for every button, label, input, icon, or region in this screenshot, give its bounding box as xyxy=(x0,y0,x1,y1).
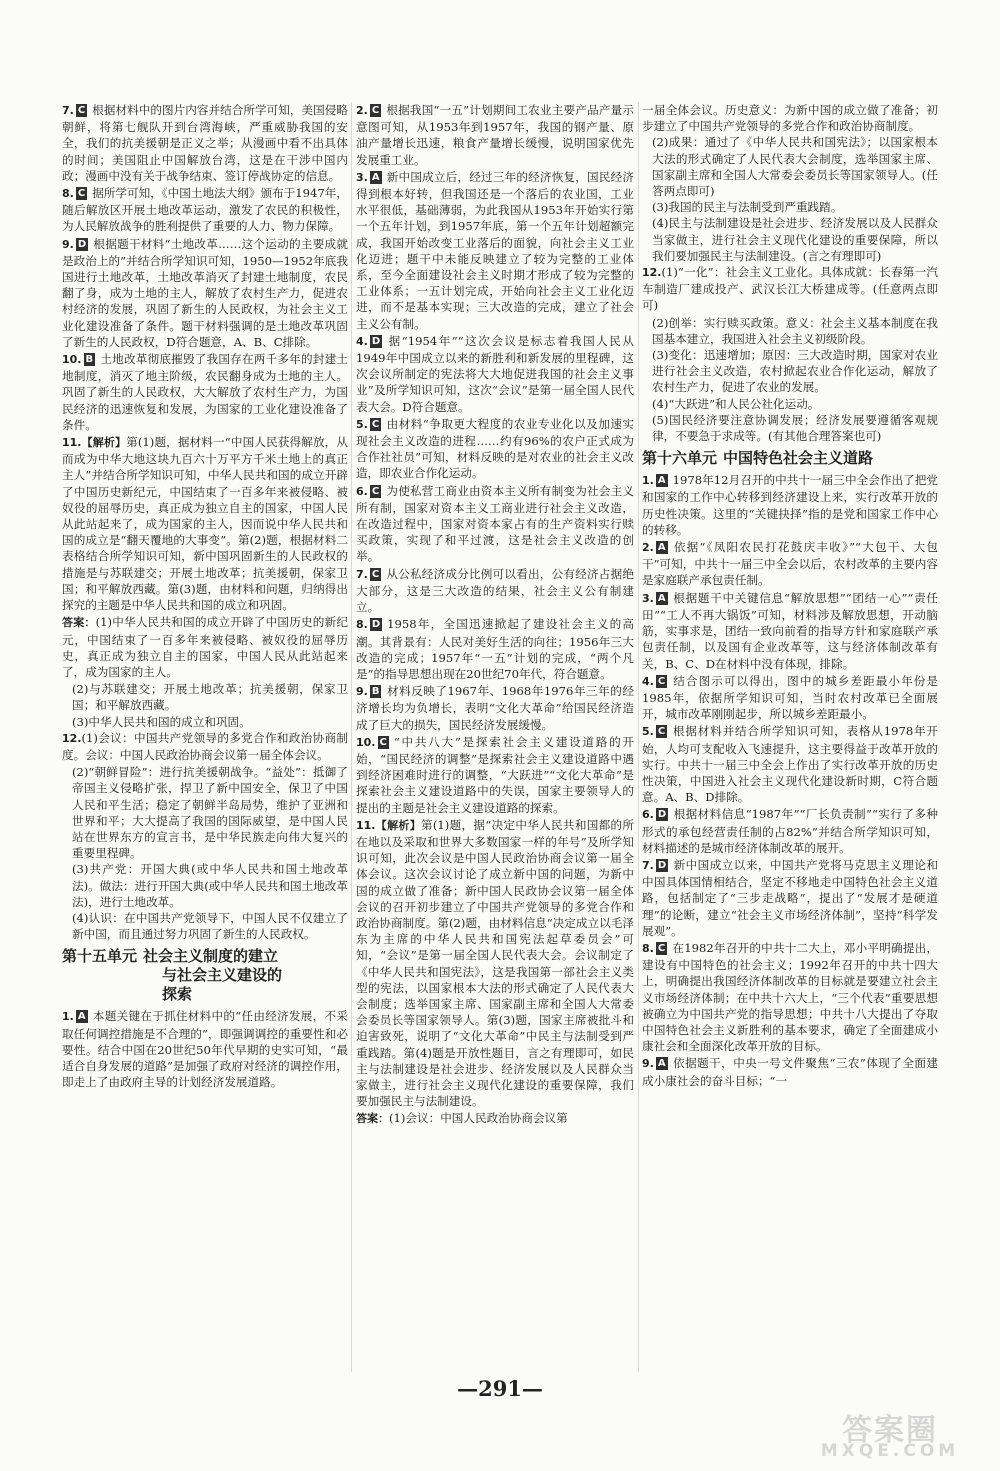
explanation-text: (5)国民经济要注意协调发展；经济发展要遵循客观规律，不要急于求成等。(有其他合理答案也可) xyxy=(652,412,938,444)
answer-text xyxy=(642,396,938,412)
answer-choice-badge: C xyxy=(371,485,380,497)
answer-text xyxy=(642,215,938,264)
explanation-text: 1958年，全国迅速掀起了建设社会主义的高潮。其背景有：人民对美好生活的向往；1956年三大改造的完成；1957年“一五”计划的完成，“两个凡是”的指导思想出现在20世纪70年代，符合题意。 xyxy=(356,617,634,681)
question-number: 7. xyxy=(642,858,654,872)
answer-label: 答案： xyxy=(62,616,96,630)
explanation-text: (2)“朝鲜冒险”：进行抗美援朝战争。“益处”：抵御了帝国主义侵略扩张，捍卫了新中国安全，保卫了中国人民和平生活；稳定了朝鲜半岛局势，维护了亚洲和世界和平；大大提高了我国的国际威望，是中国人民站在世界东方的宣言书，是中华民族走向伟大复兴的重要里程碑。 xyxy=(72,765,348,861)
answer-item xyxy=(642,940,938,1054)
unit-heading xyxy=(642,449,938,468)
unit-title: 中国特色社会主义道路 xyxy=(723,449,874,468)
answer-item xyxy=(356,683,634,733)
explanation-text: 根据我国“一五”计划期间工农业主要产品产量示意图可知，从1953年到1957年，我国的钢产量、原油产量增长迅速，粮食产量增长缓慢，说明国家优先发展重工业。 xyxy=(356,103,634,167)
explanation-text: 由材料“争取更大程度的农业专业化以及加速实现社会主义改造的进程……约有96%的农户正式成为合作社社员”可知，材料反映的是对农业的社会主义改造，即农业合作化运动。 xyxy=(356,416,634,481)
answer-item xyxy=(642,857,938,939)
answer-text xyxy=(356,1110,634,1127)
unit-number: 第十五单元 xyxy=(62,947,138,966)
watermark-logo: 答案圈 xyxy=(842,1413,938,1448)
answer-column-3 xyxy=(642,102,938,1372)
explanation-text: 本题关键在于抓住材料中的“任由经济发展，不采取任何调控措施是不合理的”，即强调调控的重要性和必要性。结合中国在20世纪50年代早期的史实可知，“最适合自身发展的道路”是加强了政府对经济的调控作用，即走上了由政府主导的计划经济发展道路。 xyxy=(62,1009,348,1090)
answer-item xyxy=(642,472,938,538)
explanation-text: 从公私经济成分比例可以看出，公有经济占据绝大部分，这是三大改造的结果，社会主义公有制建立。 xyxy=(356,566,634,615)
question-number: 9. xyxy=(642,1057,654,1071)
question-number: 11. xyxy=(356,818,376,832)
explanation-text: 根据材料信息“1987年”“厂长负责制”“实行了多种形式的承包经营责任制的占82%”并结合所学知识可知，材料描述的是城市经济体制改革的展开。 xyxy=(642,807,938,855)
analysis-tag: 【解析】 xyxy=(81,436,127,450)
answer-choice-badge: C xyxy=(371,105,380,116)
question-number: 1. xyxy=(62,1010,74,1024)
explanation-text: 根据材料并结合所学知识可知，表格从1978年开始，人均可支配收入飞速提升，这主要得益于改革开放的实行。中共十一届三中全会上作出了实行改革开放的历史性决策，中国进入社会主义现代化建设新时期，C符合题意。A、B、D排除。 xyxy=(642,724,938,805)
question-number: 2. xyxy=(642,541,654,555)
answer-choice-badge: D xyxy=(371,619,381,631)
answer-choice-badge: D xyxy=(371,335,381,347)
answer-text xyxy=(62,714,348,730)
answer-choice-badge: D xyxy=(657,809,667,821)
explanation-text: 依据题干，中央一号文件聚焦“三农”体现了全面建成小康社会的奋斗目标；“一 xyxy=(642,1056,938,1088)
question-number: 6. xyxy=(356,484,368,498)
question-number: 1. xyxy=(642,474,654,488)
explanation-text: 第(1)题，据“决定中华人民共和国都的所在地以及采取和世界大多数国家一样的年号”及所学知识可知，此次会议是中国人民政治协商会议第一届全体会议。这次会议讨论了成立新中国的问题，为新中国的成立做了准备；新中国人民政协会议第一届全体会议的召开初步建立了中国共产党领导的多党合作和政治协商制度。第(2)题，由材料信息“决定成立以毛泽东为主席的中华人民共和国宪法起草委员会”可知，“会议”是第一届全国人民代表大会。会议制定了《中华人民共和国宪法》，这是我国第一部社会主义类型的宪法，以国家根本大法的形式确定了人民代表大会制度；选举国家主席、国家副主席和全国人大常委会委员长等国家领导人。第(3)题，国家主席被批斗和迫害致死，说明了“文化大革命”中民主与法制受到严重践踏。第(4)题是开放性题目，言之有理即可，如民主与法制建设是社会进步、经济发展以及人民群众当家做主，进行社会主义现代化建设的重要保障，我们要加强民主与法制建设。 xyxy=(356,817,634,1109)
answer-text xyxy=(642,134,938,199)
answer-choice-badge: A xyxy=(77,1011,86,1023)
explanation-text: (2)成果：通过了《中华人民共和国宪法》；以国家根本大法的形式确定了人民代表大会制度，选举国家主席、国家副主席和全国人大常委会委员长等国家领导人。(任答两点即可) xyxy=(652,135,938,199)
question-number: 4. xyxy=(356,334,368,348)
question-number: 9. xyxy=(356,685,368,699)
explanation-text: 结合图示可以得出，图中的城乡差距最小年份是1985年，依据所学知识可知，当时农村改革已全面展开，城市改革刚刚起步，所以城乡差距最小。 xyxy=(642,673,938,722)
answer-item xyxy=(356,483,634,565)
answer-item xyxy=(356,566,634,616)
question-number: 2. xyxy=(356,104,368,117)
explanation-text: 土地改革彻底摧毁了我国存在两千多年的封建土地制度，消灭了地主阶级，农民翻身成为土地的主人。巩固了新生的人民政权，大大解放了农村生产力，为国民经济的迅速恢复和发展，为国家的工业化建设准备了条件。 xyxy=(62,352,348,432)
answer-item xyxy=(356,817,634,1110)
answer-text xyxy=(642,412,938,444)
answer-column-2 xyxy=(356,102,634,1372)
question-number: 10. xyxy=(356,735,376,749)
unit-title-line: 探索 xyxy=(162,985,193,1004)
question-number: 5. xyxy=(356,417,368,431)
answer-item xyxy=(356,333,634,415)
explanation-text: (2)创举：实行赎买政策。意义：社会主义基本制度在我国基本建立，我国进入社会主义初级阶段。 xyxy=(652,315,938,346)
answer-item xyxy=(62,351,348,433)
answer-item xyxy=(356,416,634,482)
page-number: —291— xyxy=(457,1376,543,1401)
explanation-text: 为使私营工商业由资本主义所有制变为社会主义所有制，国家对资本主义工商业进行社会主义改造，在改造过程中，国家对资本家占有的生产资料实行赎买政策，实现了和平过渡，这是社会主义改造的创举。 xyxy=(356,483,634,564)
explanation-text: (3)中华人民共和国的成立和巩固。 xyxy=(72,714,251,729)
answer-text xyxy=(62,614,348,680)
question-number: 6. xyxy=(642,808,654,822)
question-number: 8. xyxy=(356,618,368,632)
answer-choice-badge: A xyxy=(657,475,666,487)
site-watermark xyxy=(800,1405,980,1465)
column-divider xyxy=(638,102,639,1372)
answer-item xyxy=(642,673,938,723)
explanation-text: 根据题干中关键信息“解放思想”“团结一心”“责任田”“工人不再大锅饭”可知，材料涉及解放思想，开动脑筋，实事求是，团结一致向前看的指导方针和家庭联产承包责任制，以及国有企业改革等，这与经济体制改革有关，B、C、D在材料中没有体现，排除。 xyxy=(642,590,938,671)
answer-item xyxy=(642,806,938,856)
answer-text xyxy=(62,910,348,942)
explanation-text: 1978年12月召开的中共十一届三中全会作出了把党和国家的工作中心转移到经济建设上来，实行改革开放的历史性决策。这里的“关键抉择”指的是党和国家工作中心的转移。 xyxy=(642,473,938,537)
explanation-text: (3)我国的民主与法制受到严重践踏。 xyxy=(652,200,843,215)
answer-text xyxy=(642,347,938,396)
answer-choice-badge: C xyxy=(657,726,666,738)
explanation-text: (3)共产党：开国大典(或中华人民共和国土地改革法)。做法：进行开国大典(或中华人民共和国土地改革法)，进行土地改革。 xyxy=(72,862,348,909)
question-number: 12. xyxy=(62,731,82,745)
answer-text xyxy=(642,199,938,215)
unit-title: 社会主义制度的建立 xyxy=(143,947,279,966)
answer-choice-badge: A xyxy=(657,542,666,554)
answer-item xyxy=(642,1055,938,1088)
answer-item xyxy=(356,734,634,816)
answer-choice-badge: A xyxy=(371,171,380,183)
explanation-text: (3)变化：迅速增加；原因：三大改造时期，国家对农业进行社会主义改造，农村掀起农业合作化运动，解放了农村生产力，促进了农业的发展。 xyxy=(652,348,938,395)
question-number: 4. xyxy=(642,674,654,688)
answer-choice-badge: C xyxy=(657,675,666,687)
explanation-text: 材料反映了1967年、1968年1976年三年的经济增长均为负增长，表明“文化大革命”给国民经济造成了巨大的损失，国民经济发展缓慢。 xyxy=(356,684,634,732)
unit-number: 第十六单元 xyxy=(642,449,718,468)
explanation-text: (1)会议：中国人民政治协商会议第 xyxy=(389,1111,568,1126)
explanation-text: 新中国成立后，经过三年的经济恢复，国民经济得到根本好转，但我国还是一个落后的农业国，工业水平很低，基础薄弱，为此我国从1953年开始实行第一个五年计划，到1957年底，第一个五年计划超额完成，我国开始改变工业落后的面貌，向社会主义工业化迈进；题干中未能反映建立了较为完整的工业体系，至今全面建设社会主义时期才形成了较为完整的工业体系；一五计划完成，开始向社会主义工业化迈进，而不是基本实现；三大改造的完成，建立了社会主义公有制。 xyxy=(356,169,634,331)
answer-column-1 xyxy=(62,102,348,1372)
question-number: 7. xyxy=(62,104,74,117)
explanation-text: (1)中华人民共和国的成立开辟了中国历史的新纪元，中国结束了一百多年来被侵略、被奴役的屈辱历史，真正成为独立自主的国家，中国人民从此站起来了，成为国家的主人。 xyxy=(62,615,348,679)
answer-choice-badge: C xyxy=(371,418,380,430)
explanation-text: 第(1)题，据材料一“中国人民获得解放，从而成为中华大地这块九百六十万平方千米土地上的真正主人”并结合所学知识可知，中华人民共和国的成立开辟了中国历史新纪元，中国结束了一百多年来被侵略、被奴役的屈辱历史，真正成为独立自主的国家，中国人民从此站起来了，成为国家的主人，因而说中华人民共和国的成立是“翻天覆地的大事变”。第(2)题，根据材料二表格结合所学知识可知，新中国巩固新生的人民政权的措施是与苏联建交；开展土地改革；抗美援朝，保家卫国；和平解放西藏。第(3)题，由材料和问题，归纳得出探究的主题是中华人民共和国的成立和巩固。 xyxy=(62,435,348,613)
explanation-text: 在1982年召开的中共十二大上，邓小平明确提出，建设有中国特色的社会主义；1992年召开的中共十四大上，明确提出我国经济体制改革的目标就是要建立社会主义市场经济体制；在中共十六大上，“三个代表”重要思想被确立为中国共产党的指导思想；中共十八大提出了夺取中国特色社会主义新胜利的基本要求，确定了全面建成小康社会和全面深化改革开放的目标。 xyxy=(642,940,938,1054)
answer-item xyxy=(62,102,348,184)
unit-heading xyxy=(62,947,348,1004)
answer-label: 答案： xyxy=(356,1112,389,1126)
answer-text xyxy=(642,102,938,134)
question-number: 8. xyxy=(642,941,654,955)
answer-item xyxy=(62,434,348,613)
answer-choice-badge: D xyxy=(77,238,87,250)
answer-choice-badge: C xyxy=(77,188,86,200)
question-number: 5. xyxy=(642,725,654,739)
explanation-text: 依据“《凤阳农民打花鼓庆丰收》”“大包干、大包干”可知，中共十一届三中全会以后，农村改革的主要内容是家庭联产承包责任制。 xyxy=(642,540,938,588)
analysis-tag: 【解析】 xyxy=(375,818,422,832)
answer-item xyxy=(62,236,348,350)
answer-text xyxy=(642,315,938,347)
answer-item xyxy=(642,590,938,672)
answer-item xyxy=(642,264,938,314)
question-number: 8. xyxy=(62,187,74,201)
explanation-text: (4)“大跃进”和人民公社化运动。 xyxy=(652,396,820,411)
explanation-text: 据所学可知，《中国土地法大纲》颁布于1947年，随后解放区开展土地改革运动，激发了农民的积极性，为人民解放战争的胜利提供了重要的人力、物力保障。 xyxy=(62,186,348,234)
explanation-text: (1)“一化”：社会主义工业化。具体成就：长春第一汽车制造厂建成投产、武汉长江大桥建成等。(任意两点即可) xyxy=(642,265,938,313)
answer-item xyxy=(356,169,634,332)
answer-choice-badge: B xyxy=(85,354,94,366)
answer-item xyxy=(356,616,634,682)
explanation-text: “中共八大”是探索社会主义建设道路的开始，“国民经济的调整”是探索社会主义建设道路中遇到经济困难时进行的调整，“大跃进”“文化大革命”是探索社会主义建设道路中的失误，国家主要领导人的提出的主题是社会主义建设道路的探索。 xyxy=(356,734,634,815)
answer-choice-badge: C xyxy=(77,105,86,116)
answer-item xyxy=(642,723,938,805)
explanation-text: 根据题干材料“土地改革……这个运动的主要成就是政治上的”并结合所学知识可知，1950—1952年底我国进行土地改革，土地改革消灭了封建土地制度，农民翻了身，成为土地的主人，解放了农村生产力，促进农村经济的发展，巩固了新生的人民政权，为社会主义工业化建设准备了条件。题干材料强调的是土地改革巩固了新生的人民政权，D符合题意，A、B、C排除。 xyxy=(62,236,348,349)
answer-item xyxy=(642,539,938,589)
answer-choice-badge: C xyxy=(657,942,666,954)
column-divider xyxy=(351,102,352,1372)
question-number: 12. xyxy=(642,266,662,280)
answer-text xyxy=(62,681,348,713)
explanation-text: (2)与苏联建交；开展土地改革；抗美援朝，保家卫国；和平解放西藏。 xyxy=(72,682,348,713)
page-number-value: 291 xyxy=(478,1376,522,1401)
explanation-text: (4)民主与法制建设是社会进步、经济发展以及人民群众当家做主，进行社会主义现代化建设的重要保障，所以我们要加强民主与法制建设。(言之有理即可) xyxy=(652,216,938,263)
answer-choice-badge: A xyxy=(657,1058,666,1070)
answer-text xyxy=(62,764,348,861)
explanation-text: (1)会议：中国共产党领导的多党合作和政治协商制度。会议：中国人民政治协商会议第一届全体会议。 xyxy=(62,730,348,762)
unit-title-line: 与社会主义建设的 xyxy=(162,966,283,985)
question-number: 11. xyxy=(62,436,82,450)
answer-choice-badge: C xyxy=(379,736,387,748)
explanation-text: 据“1954年”“这次会议是标志着我国人民从1949年中国成立以来的新胜利和新发展的里程碑，这次会议所制定的宪法将大大地促进我国的社会主义事业”及所学知识可知，这次“会议”是第一届全国人民代表大会。D符合题意。 xyxy=(356,333,634,414)
question-number: 9. xyxy=(62,237,74,251)
answer-choice-badge: D xyxy=(657,859,667,871)
answer-item xyxy=(62,730,348,763)
answer-choice-badge: B xyxy=(371,686,380,698)
answer-text xyxy=(62,861,348,910)
explanation-text: 新中国成立以来，中国共产党将马克思主义理论和中国具体国情相结合，坚定不移地走中国特色社会主义道路，包括制定了“三步走战略”，提出了“发展才是硬道理”的论断，建立“社会主义市场经济体制”，坚持“科学发展观”。 xyxy=(642,857,938,938)
watermark-site: MXQE.COM xyxy=(820,1441,960,1461)
question-number: 10. xyxy=(62,353,82,367)
question-number: 3. xyxy=(356,170,368,184)
answer-item xyxy=(62,185,348,235)
explanation-text: 根据材料中的图片内容并结合所学可知，美国侵略朝鲜，将第七舰队开到台湾海峡，严重威胁我国的安全，我们的抗美援朝是正义之举；从漫画中看不出具体的时间；美国阻止中国解放台湾，这是在干涉中国内政；漫画中没有关于战争结束、签订停战协定的信息。 xyxy=(62,103,348,183)
answer-choice-badge: A xyxy=(657,592,666,604)
answer-choice-badge: C xyxy=(371,568,380,580)
answer-item xyxy=(356,102,634,168)
question-number: 3. xyxy=(642,591,654,605)
explanation-text: 一届全体会议。历史意义：为新中国的成立做了准备；初步建立了中国共产党领导的多党合作和政治协商制度。 xyxy=(642,103,938,134)
explanation-text: (4)认识：在中国共产党领导下，中国人民不仅建立了新中国，而且通过努力巩固了新生的人民政权。 xyxy=(72,910,348,942)
question-number: 7. xyxy=(356,567,368,581)
answer-item xyxy=(62,1008,348,1090)
